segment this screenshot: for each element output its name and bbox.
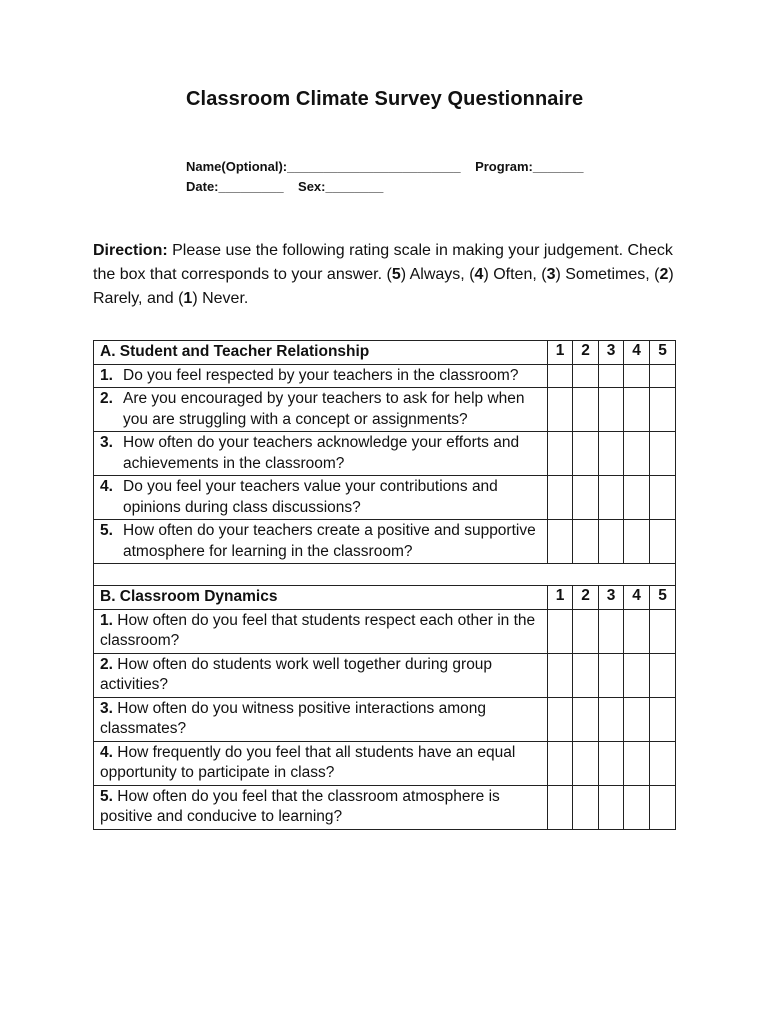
rating-checkbox-4[interactable] [624, 697, 650, 741]
question-cell [94, 741, 548, 785]
rating-checkbox-2[interactable] [573, 785, 599, 829]
question [100, 787, 541, 828]
direction-text: ) Sometimes, ( [555, 266, 660, 283]
question-text: Do you feel your teachers value your contributions and opinions during class discussions? [123, 478, 498, 516]
question-row [94, 653, 676, 697]
spacer-row [94, 564, 676, 586]
rating-checkbox-5[interactable] [650, 364, 676, 388]
question-cell [94, 432, 548, 476]
rating-header-1: 1 [548, 341, 573, 365]
question-text: How frequently do you feel that all students have an equal opportunity to participate in class? [100, 743, 516, 781]
question [100, 433, 541, 474]
question-cell [94, 388, 548, 432]
question-number: 2. [100, 655, 113, 673]
question-text: How often do you witness positive interactions among classmates? [100, 699, 487, 737]
rating-checkbox-2[interactable] [573, 476, 599, 520]
rating-checkbox-1[interactable] [548, 476, 573, 520]
question-number: 1. [100, 611, 113, 629]
rating-checkbox-4[interactable] [624, 741, 650, 785]
rating-checkbox-4[interactable] [624, 388, 650, 432]
question-row [94, 697, 676, 741]
rating-checkbox-1[interactable] [548, 741, 573, 785]
question-row [94, 520, 676, 564]
rating-checkbox-4[interactable] [624, 653, 650, 697]
rating-checkbox-1[interactable] [548, 432, 573, 476]
question [100, 389, 541, 430]
question-row [94, 388, 676, 432]
rating-checkbox-2[interactable] [573, 364, 599, 388]
scale-number: 3 [546, 266, 556, 283]
question-row [94, 364, 676, 388]
rating-checkbox-2[interactable] [573, 609, 599, 653]
question-cell [94, 609, 548, 653]
rating-checkbox-5[interactable] [650, 653, 676, 697]
rating-header-2: 2 [573, 586, 599, 610]
rating-checkbox-2[interactable] [573, 388, 599, 432]
scale-number: 4 [474, 266, 484, 283]
rating-checkbox-5[interactable] [650, 388, 676, 432]
question-text: How often do students work well together during group activities? [100, 655, 493, 693]
question-row [94, 785, 676, 829]
rating-checkbox-3[interactable] [599, 609, 624, 653]
rating-checkbox-3[interactable] [599, 476, 624, 520]
rating-checkbox-1[interactable] [548, 609, 573, 653]
rating-header-4: 4 [624, 341, 650, 365]
question-text: Are you encouraged by your teachers to ask for help when you are struggling with a concept or assignments? [123, 390, 525, 428]
rating-checkbox-1[interactable] [548, 388, 573, 432]
question-text: How often do you feel that students respect each other in the classroom? [100, 611, 536, 649]
scale-number: 5 [391, 266, 401, 283]
rating-header-5: 5 [650, 586, 676, 610]
name-program-line: Name(Optional):________________________ Program:_______ [186, 159, 584, 174]
rating-header-3: 3 [599, 341, 624, 365]
rating-checkbox-1[interactable] [548, 364, 573, 388]
question-text: How often do your teachers acknowledge your efforts and achievements in the classroom? [123, 434, 520, 472]
rating-checkbox-2[interactable] [573, 697, 599, 741]
survey-table [93, 340, 676, 830]
question-row [94, 432, 676, 476]
question-number: 1. [100, 366, 113, 384]
rating-checkbox-5[interactable] [650, 476, 676, 520]
question-text: How often do your teachers create a positive and supportive atmosphere for learning in the classroom? [123, 522, 536, 560]
question [100, 521, 541, 562]
question [100, 743, 541, 784]
question-number: 5. [100, 522, 113, 539]
scale-number: 2 [659, 266, 669, 283]
rating-checkbox-4[interactable] [624, 476, 650, 520]
rating-checkbox-3[interactable] [599, 741, 624, 785]
rating-checkbox-5[interactable] [650, 697, 676, 741]
direction-text: ) Often, ( [483, 266, 547, 283]
rating-header-5: 5 [650, 341, 676, 365]
question-text: Do you feel respected by your teachers in the classroom? [123, 366, 519, 384]
direction-text: ) Rarely, and ( [93, 266, 674, 307]
question-number: 3. [100, 434, 113, 451]
direction-paragraph [93, 239, 683, 311]
question [100, 366, 541, 387]
question-number: 2. [100, 390, 113, 407]
question-number: 4. [100, 743, 113, 761]
rating-checkbox-3[interactable] [599, 520, 624, 564]
question-cell [94, 785, 548, 829]
rating-checkbox-2[interactable] [573, 520, 599, 564]
rating-checkbox-4[interactable] [624, 520, 650, 564]
rating-checkbox-5[interactable] [650, 741, 676, 785]
question-row [94, 741, 676, 785]
document-title: Classroom Climate Survey Questionnaire [186, 88, 584, 110]
question [100, 699, 541, 740]
rating-checkbox-3[interactable] [599, 388, 624, 432]
rating-checkbox-3[interactable] [599, 785, 624, 829]
rating-checkbox-2[interactable] [573, 653, 599, 697]
rating-checkbox-2[interactable] [573, 741, 599, 785]
rating-header-4: 4 [624, 586, 650, 610]
section-header-row [94, 341, 676, 365]
rating-checkbox-1[interactable] [548, 653, 573, 697]
direction-text: ) Never. [192, 290, 249, 307]
date-sex-line: Date:_________ Sex:________ [186, 179, 384, 194]
direction-label: Direction: [93, 242, 168, 259]
scale-number: 1 [183, 290, 193, 307]
rating-checkbox-5[interactable] [650, 785, 676, 829]
rating-checkbox-5[interactable] [650, 432, 676, 476]
question [100, 477, 541, 518]
rating-checkbox-4[interactable] [624, 609, 650, 653]
rating-checkbox-3[interactable] [599, 364, 624, 388]
rating-header-2: 2 [573, 341, 599, 365]
question-number: 5. [100, 787, 113, 805]
question-cell [94, 476, 548, 520]
section-header-row [94, 586, 676, 610]
rating-checkbox-5[interactable] [650, 609, 676, 653]
section-heading: B. Classroom Dynamics [94, 586, 548, 610]
survey-body [94, 341, 676, 830]
question-row [94, 476, 676, 520]
rating-checkbox-1[interactable] [548, 697, 573, 741]
question [100, 655, 541, 696]
question-cell [94, 520, 548, 564]
question-row [94, 609, 676, 653]
section-heading: A. Student and Teacher Relationship [94, 341, 548, 365]
spacer-cell [94, 564, 676, 586]
rating-checkbox-3[interactable] [599, 653, 624, 697]
question-cell [94, 364, 548, 388]
question-text: How often do you feel that the classroom atmosphere is positive and conducive to learning? [100, 787, 500, 825]
question-number: 3. [100, 699, 113, 717]
rating-checkbox-4[interactable] [624, 785, 650, 829]
rating-checkbox-5[interactable] [650, 520, 676, 564]
rating-checkbox-1[interactable] [548, 520, 573, 564]
question-number: 4. [100, 478, 113, 495]
rating-header-3: 3 [599, 586, 624, 610]
rating-checkbox-3[interactable] [599, 697, 624, 741]
question [100, 611, 541, 652]
question-cell [94, 697, 548, 741]
question-cell [94, 653, 548, 697]
direction-text: Please use the following rating scale in making your judgement. Check the box that corresponds to your answer. ( [93, 242, 673, 283]
rating-header-1: 1 [548, 586, 573, 610]
rating-checkbox-2[interactable] [573, 432, 599, 476]
rating-checkbox-4[interactable] [624, 432, 650, 476]
rating-checkbox-1[interactable] [548, 785, 573, 829]
rating-checkbox-4[interactable] [624, 364, 650, 388]
direction-text: ) Always, ( [400, 266, 475, 283]
rating-checkbox-3[interactable] [599, 432, 624, 476]
